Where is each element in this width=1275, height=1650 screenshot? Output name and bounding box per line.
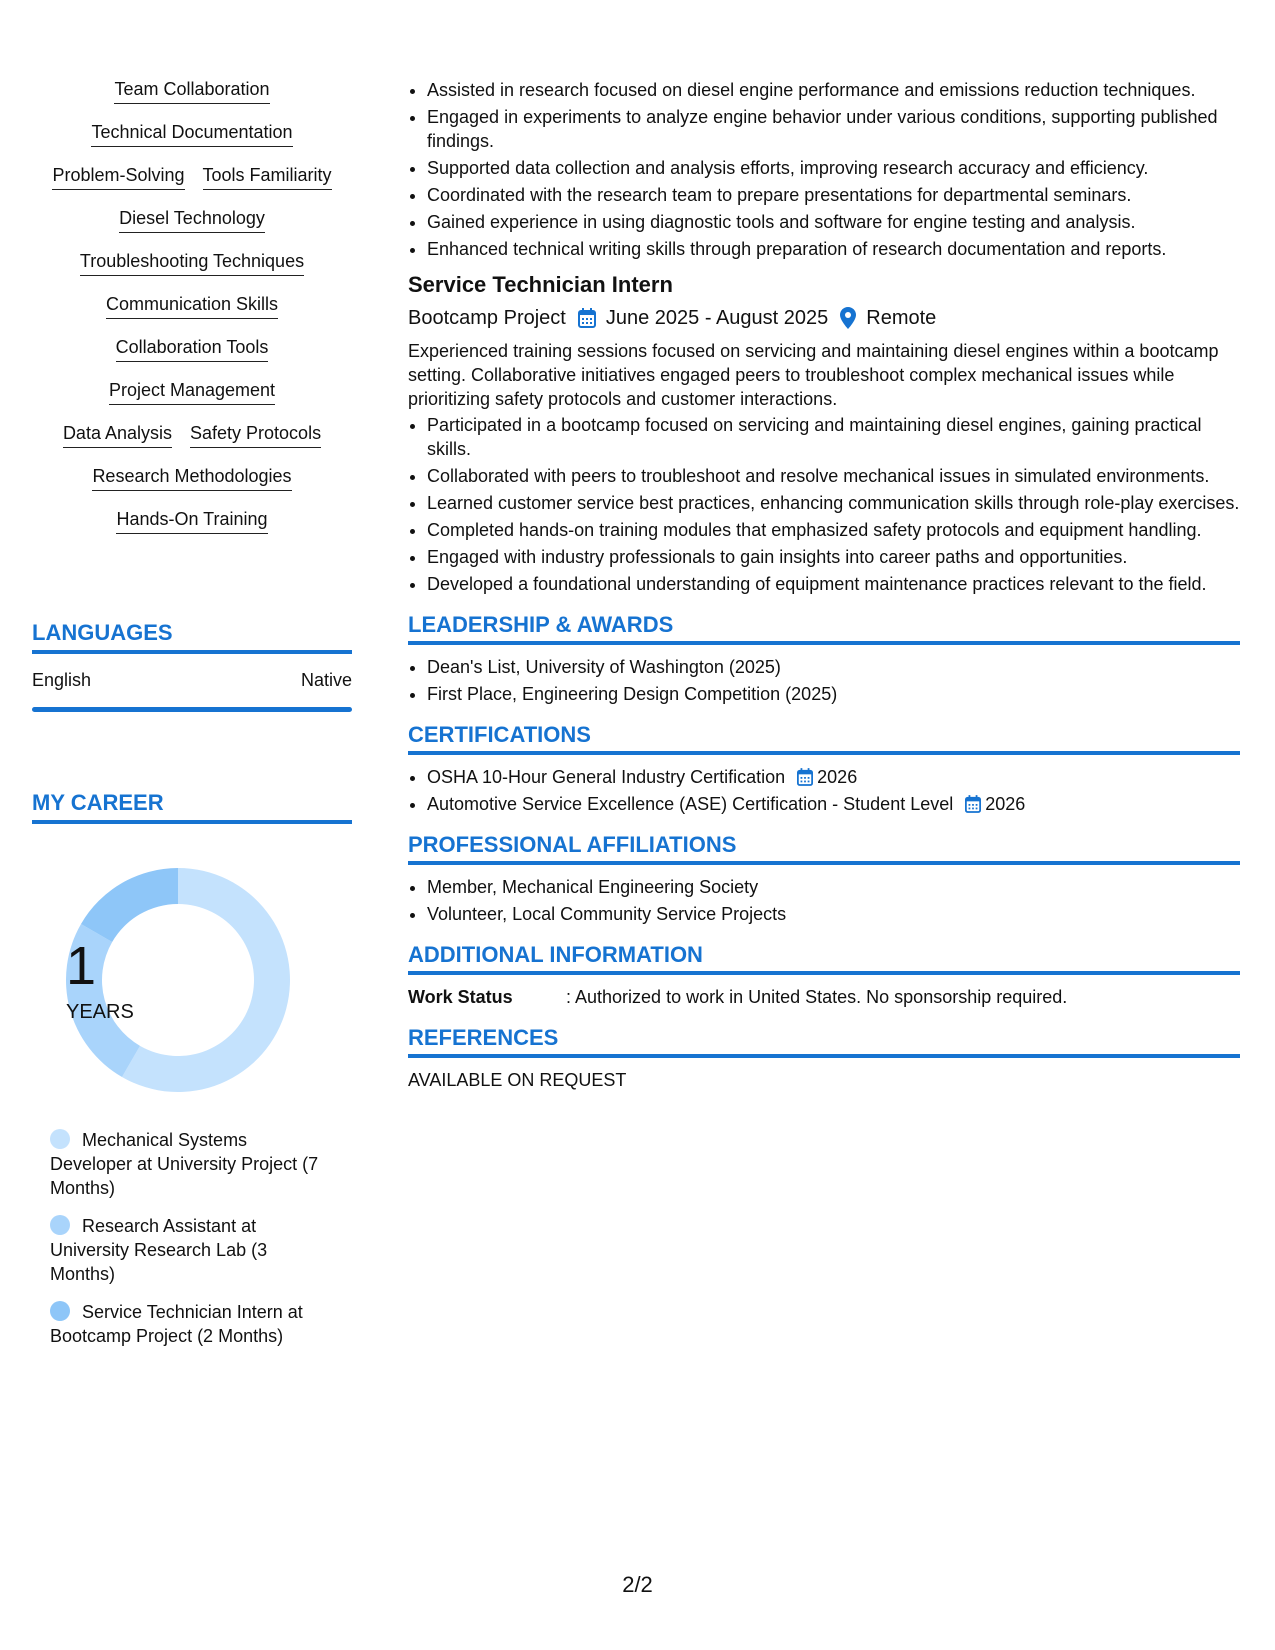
- skill-row: [32, 379, 352, 405]
- calendar-icon: [965, 795, 981, 813]
- job-location: Remote: [866, 307, 937, 329]
- skill-row: [32, 422, 352, 448]
- skill-row: [32, 121, 352, 147]
- job-company: Bootcamp Project: [408, 307, 566, 329]
- bullet-item: • Engaged in experiments to analyze engine behavior under various conditions, supporting published findings.: [427, 105, 1240, 153]
- bullet-item: • First Place, Engineering Design Competition (2025): [427, 682, 1240, 706]
- language-level: Native: [300, 670, 352, 690]
- bullet-item: • Volunteer, Local Community Service Projects: [427, 902, 1240, 926]
- skill-row: [32, 293, 352, 319]
- language-name: English: [32, 670, 92, 690]
- bullet-item: • Dean's List, University of Washington (2025): [427, 655, 1240, 679]
- languages-heading: LANGUAGES: [32, 620, 352, 654]
- bullet-item: • Participated in a bootcamp focused on servicing and maintaining diesel engines, gaining practical skills.: [427, 413, 1240, 461]
- certification-year: 2026: [817, 767, 858, 787]
- calendar-icon: [797, 768, 813, 786]
- career-legend: [50, 1128, 320, 1362]
- skill-tag: Diesel Technology: [119, 207, 265, 233]
- skill-tag: Collaboration Tools: [116, 336, 269, 362]
- skill-tag: Problem-Solving: [52, 164, 184, 190]
- skill-tag: Team Collaboration: [114, 78, 269, 104]
- skill-row: [32, 336, 352, 362]
- job-dates: June 2025 - August 2025: [605, 307, 829, 329]
- certifications-heading: CERTIFICATIONS: [408, 722, 1240, 755]
- legend-dot: [50, 1129, 70, 1149]
- work-status-value: : Authorized to work in United States. No sponsorship required.: [566, 987, 1068, 1007]
- legend-dot: [50, 1215, 70, 1235]
- skill-row: [32, 250, 352, 276]
- additional-info-heading: ADDITIONAL INFORMATION: [408, 942, 1240, 975]
- skill-row: [32, 508, 352, 534]
- bullet-item: • Learned customer service best practices, enhancing communication skills through role-play exercises.: [427, 491, 1240, 515]
- right-column: [408, 78, 1240, 1092]
- language-level-bar: [32, 707, 352, 712]
- leadership-list: [408, 655, 1240, 706]
- career-legend-item: [50, 1214, 320, 1286]
- career-total-value: 1: [66, 936, 97, 996]
- language-row: [32, 670, 352, 694]
- certification-row: [427, 792, 1240, 816]
- skill-tag: Hands-On Training: [116, 508, 267, 534]
- bullet-item: • Member, Mechanical Engineering Society: [427, 875, 1240, 899]
- job-meta: [408, 305, 1240, 331]
- bullet-item: • Gained experience in using diagnostic tools and software for engine testing and analysis.: [427, 210, 1240, 234]
- bullet-item: • Enhanced technical writing skills through preparation of research documentation and reports.: [427, 237, 1240, 261]
- career-total-unit: YEARS: [66, 1001, 134, 1023]
- career-legend-label: Mechanical Systems Developer at University Project (7 Months): [50, 1130, 319, 1198]
- work-status-row: [408, 985, 1240, 1009]
- job-title: Service Technician Intern: [408, 272, 673, 297]
- bullet-item: • Assisted in research focused on diesel engine performance and emissions reduction techniques.: [427, 78, 1240, 102]
- skill-tag: Research Methodologies: [92, 465, 291, 491]
- donut-segment: [81, 868, 178, 942]
- bullet-item: • Coordinated with the research team to prepare presentations for departmental seminars.: [427, 183, 1240, 207]
- career-legend-label: Service Technician Intern at Bootcamp Project (2 Months): [50, 1302, 303, 1346]
- certification-year: 2026: [985, 794, 1026, 814]
- bullet-item: • Collaborated with peers to troubleshoot and resolve mechanical issues in simulated environments.: [427, 464, 1240, 488]
- map-pin-icon: [840, 307, 856, 329]
- skill-row: [32, 78, 352, 104]
- legend-dot: [50, 1301, 70, 1321]
- skill-tag: Communication Skills: [106, 293, 278, 319]
- job-bullets: [408, 413, 1240, 596]
- previous-job-bullets: [408, 78, 1240, 261]
- career-legend-item: [50, 1300, 320, 1348]
- bullet-item: • Developed a foundational understanding of equipment maintenance practices relevant to the field.: [427, 572, 1240, 596]
- certification-name: • OSHA 10-Hour General Industry Certification: [427, 767, 786, 787]
- career-donut: [66, 868, 290, 1092]
- certification-item: [427, 792, 1240, 816]
- career-heading: MY CAREER: [32, 790, 352, 824]
- references-text: AVAILABLE ON REQUEST: [408, 1070, 627, 1090]
- calendar-icon: [578, 308, 596, 328]
- skill-tag: Data Analysis: [63, 422, 172, 448]
- leadership-heading: LEADERSHIP & AWARDS: [408, 612, 1240, 645]
- career-legend-item: [50, 1128, 320, 1200]
- skill-tag: Project Management: [109, 379, 275, 405]
- bullet-item: • Completed hands-on training modules that emphasized safety protocols and equipment handling.: [427, 518, 1240, 542]
- skill-tag: Tools Familiarity: [203, 164, 332, 190]
- career-legend-label: Research Assistant at University Research Lab (3 Months): [50, 1216, 268, 1284]
- job-description: Experienced training sessions focused on servicing and maintaining diesel engines within a bootcamp setting. Collaborative initiatives engaged peers to troubleshoot complex mechanical issues while prioritizing safety protocols and customer interactions.: [408, 341, 1219, 409]
- certification-row: [427, 765, 1240, 789]
- skill-tag: Troubleshooting Techniques: [80, 250, 304, 276]
- skill-tag: Safety Protocols: [190, 422, 321, 448]
- affiliations-list: [408, 875, 1240, 926]
- certification-item: [427, 765, 1240, 789]
- references-heading: REFERENCES: [408, 1025, 1240, 1058]
- page-number: 2/2: [622, 1572, 653, 1597]
- certification-name: • Automotive Service Excellence (ASE) Certification - Student Level: [427, 794, 954, 814]
- skills-list: [32, 78, 352, 534]
- bullet-item: • Engaged with industry professionals to gain insights into career paths and opportunities.: [427, 545, 1240, 569]
- certifications-list: [408, 765, 1240, 816]
- work-status-label: Work Status: [408, 987, 513, 1007]
- left-column: [32, 78, 352, 1346]
- bullet-item: • Supported data collection and analysis efforts, improving research accuracy and efficiency.: [427, 156, 1240, 180]
- skill-row: [32, 465, 352, 491]
- skill-row: [32, 207, 352, 233]
- skill-tag: Technical Documentation: [91, 121, 292, 147]
- affiliations-heading: PROFESSIONAL AFFILIATIONS: [408, 832, 1240, 865]
- skill-row: [32, 164, 352, 190]
